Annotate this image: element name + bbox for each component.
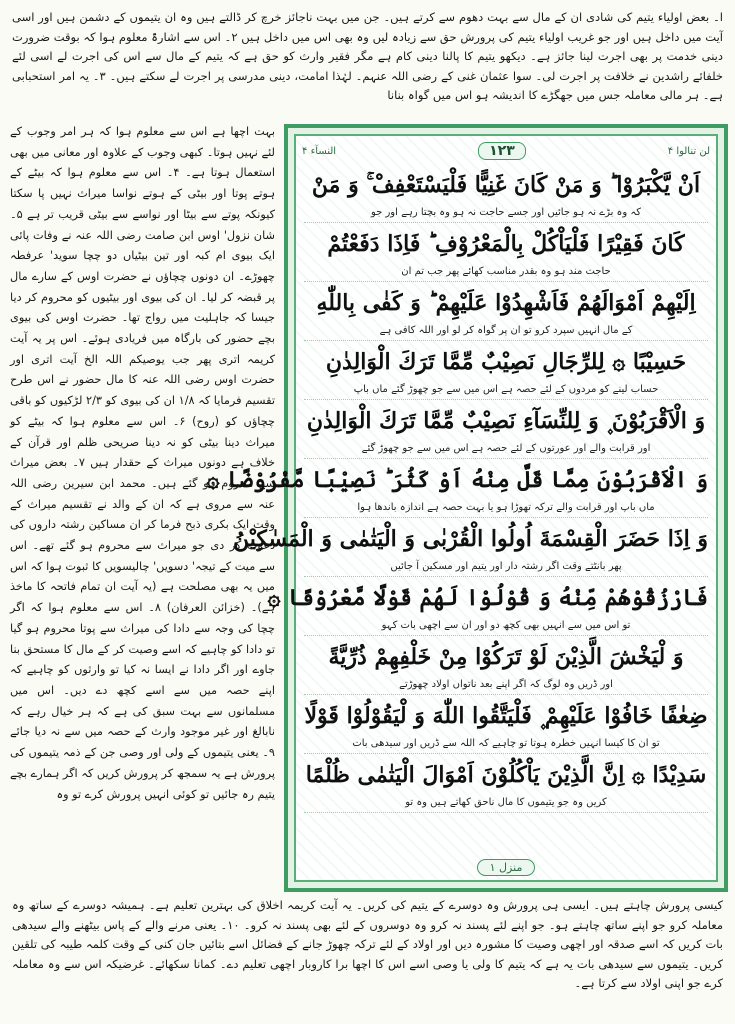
- verse-line: [206, 461, 708, 518]
- urdu-translation: کے مال انہیں سپرد کرو تو ان پر گواہ کر لو اور اللہ کافی ہے: [304, 322, 708, 341]
- arabic-verse: حَسِیْبًا ۞ لِلرِّجَالِ نَصِیْبٌ مِّمَّا تَرَكَ الْوَالِدٰنِ: [325, 349, 687, 375]
- verse-line: [304, 638, 708, 695]
- verse-line: [304, 166, 708, 223]
- urdu-translation: اور قرابت والے اور عورتوں کے لئے حصہ ہے اس میں سے جو چھوڑ گئے: [304, 440, 708, 459]
- manzil-label: منزل ۱: [477, 859, 536, 876]
- bottom-footnote-text: کیسی پرورش چاہتے ہیں۔ ایسی ہی پرورش وہ دوسرے کے یتیم کی کریں۔ یہ آیت کریمہ اخلاق کی بہترین تعلیم ہے۔ ہمیشہ دوسرے کے ساتھ وہ معاملہ کرو جو اپنے ساتھ چاہتے ہو۔ جو اپنے لئے پسند نہ کرو وہ دوسروں کے لئے بھی پسند نہ کرو۔ ۱۰۔ یعنی مرنے والے کے پاس بیٹھنے والے سیدھی بات کریں کہ اسے صدقہ اور اچھی وصیت کا مشورہ دیں اور اولاد کے لئے ترکہ چھوڑ جانے کے فضائل اسے بتائیں جان کنی کے وقت کلمہ طیبہ کی تلقین کریں۔ یتیموں سے سیدھی بات یہ ہے کہ یتیم کا ولی یا وصی اسے اس کا اچھا برا کاروبار اچھی تعلیم دے۔ کمانا سکھائے۔ غرضیکہ اس سے وہ معاملہ کرے جو اپنی اولاد سے کرتا ہے۔: [12, 898, 723, 991]
- arabic-verse: وَ الْاَقْرَبُوْنَ مِمَّا قَلَّ مِنْهُ اَوْ كَثُرَ ؕ نَصِیْبًا مَّفْرُوْضًا ۞: [206, 467, 708, 493]
- urdu-translation: تو اس میں سے انہیں بھی کچھ دو اور ان سے اچھی بات کہو: [304, 617, 708, 636]
- verse-line: [304, 756, 708, 813]
- quran-page-inner: [206, 134, 718, 882]
- top-footnote-block: [12, 8, 723, 126]
- urdu-translation: ماں باپ اور قرابت والے ترکہ تھوڑا ہو یا بہت حصہ ہے اندازہ باندھا ہوا: [304, 499, 708, 518]
- verse-line: [304, 225, 708, 282]
- verse-line: [304, 343, 708, 400]
- quran-page-frame: [206, 124, 728, 892]
- urdu-translation: حاجت مند ہو وہ بقدر مناسب کھائے پھر جب تم ان: [304, 263, 708, 282]
- arabic-verse: كَانَ فَقِیْرًا فَلْیَاْكُلْ بِالْمَعْرُوْفِ ؕ فَاِذَا دَفَعْتُمْ: [327, 231, 685, 257]
- commentary-text: بہت اچھا ہے اس سے معلوم ہوا کہ ہر امر وجوب کے لئے نہیں ہوتا۔ کبھی وجوب کے علاوہ اور معانی میں بھی استعمال ہوتا ہے۔ ۴۔ اس سے معلوم ہوا کہ بیٹے کے ہوتے پوتا اور بیٹی کے ہوتے نواسا میراث نہیں پا سکتا کیونکہ پوتے سے بیٹا اور نواسے سے بیٹی قریب تر ہے ۵۔ شان نزول' اوس ابن صامت رضی اللہ عنہ نے وفات پائی ایک بیوی ام کبہ اور تین بیٹیاں دو چچا سوید' عرفطہ چھوڑے۔ ان دونوں چچاؤں نے حضرت اوس کے سارے مال پر قبضہ کر لیا۔ ان کی بیوی اور بیٹیوں کو محروم کر دیا جیسا کہ جاہلیت میں رواج تھا۔ حضرت اوس کی بیوی بچے حضور کی بارگاہ میں فریادی ہوئے۔ اس پر یہ آیت کریمہ اتری پھر جب یوصیکم اللہ الخ آیت اتری اور حضرت اوس رضی اللہ عنہ کا مال حضور نے اس طرح تقسیم فرمایا کہ ۱/۸ ان کی بیوی کو ۲/۳ لڑکیوں کو باقی چچاؤں کو (روح) ۶۔ اس سے معلوم ہوا کہ بیٹے کو میراث دینا بیٹی کو نہ دینا صریحی ظلم اور قرآن کے خلاف ہے دونوں میراث کے حقدار ہیں ۷۔ بعض میراث سے محروم ہو گئے ہیں۔ محمد ابن سیرین رضی اللہ عنہ سے مروی ہے کہ ان کے والد نے تقسیم میراث کے وقت ایک بکری ذبح فرما کر ان مساکین رشتہ داروں کی دعوت کر دی جو میراث سے محروم ہو گئے تھے۔ اس سے میت کے تیجہ' دسویں' چالیسویں کا ثبوت ہوا کہ اس میں یہ بھی مصلحت ہے (یہ آیت ان تمام فاتحہ کا ماخذ ہے)۔ (خزائن العرفان) ۸۔ اس سے معلوم ہوا کہ اگر چچا کی وجہ سے دادا کی میراث سے پوتا محروم ہو گیا تو دادا کو چاہیے کہ اسے وصیت کر کے مال کا مستحق بنا جاوے اور اگر دادا نے ایسا نہ کیا تو وارثوں کو چاہیے کہ اپنے حصہ میں سے اسے کچھ دے دیں۔ اس میں مسلمانوں سے بہت سبق کی ہے کہ ہر خیال رہے کہ نابالغ اور غیر موجود وارث کے حصہ میں سے نہ دیا جائے ۹۔ یعنی یتیموں کے ولی اور وصی جن کے ذمہ یتیموں کی پرورش ہے یہ سمجھ کر پرورش کریں کہ اگر ہمارے بچے یتیم رہ جائیں تو کوئی انہیں پرورش کرے تو وہ: [10, 125, 275, 801]
- verse-lines: [206, 166, 708, 815]
- verse-line: [304, 284, 708, 341]
- urdu-translation: حساب لینے کو مردوں کے لئے حصہ ہے اس میں سے جو چھوڑ گئے ماں باپ: [304, 381, 708, 400]
- verse-line: [267, 579, 708, 636]
- arabic-verse: فَارْزُقُوْهُمْ مِّنْهُ وَ قُوْلُوْا لَهُمْ قَوْلًا مَّعْرُوْفًا ۞: [267, 585, 708, 611]
- arabic-verse: اَنْ یَّكْبَرُوْا ؕ وَ مَنْ كَانَ غَنِیًّا فَلْیَسْتَعْفِفْ ۚ وَ مَنْ: [311, 172, 701, 198]
- urdu-translation: اور ڈریں وہ لوگ کہ اگر اپنے بعد ناتواں اولاد چھوڑتے: [304, 676, 708, 695]
- bottom-footnote-block: [12, 896, 723, 1018]
- juz-label: لن تنالوا ۴: [667, 145, 710, 157]
- urdu-translation: تو ان کا کیسا انہیں خطرہ ہوتا تو چاہیے کہ اللہ سے ڈریں اور سیدھی بات: [304, 735, 708, 754]
- commentary-column: [10, 122, 275, 894]
- arabic-verse: ضِعٰفًا خَافُوْا عَلَیْهِمْ ۪ فَلْیَتَّقُوا اللّٰهَ وَ لْیَقُوْلُوْا قَوْلًا: [304, 703, 708, 729]
- urdu-translation: کہ وہ بڑے نہ ہو جائیں اور جسے حاجت نہ ہو وہ بچتا رہے اور جو: [304, 204, 708, 223]
- arabic-verse: وَ لْیَخْشَ الَّذِیْنَ لَوْ تَرَكُوْا مِنْ خَلْفِهِمْ ذُرِّیَّةً: [328, 644, 684, 670]
- arabic-verse: اِلَیْهِمْ اَمْوَالَهُمْ فَاَشْهِدُوْا عَلَیْهِمْ ؕ وَ كَفٰى بِاللّٰهِ: [316, 290, 696, 316]
- arabic-verse: وَ اِذَا حَضَرَ الْقِسْمَةَ اُولُوا الْقُرْبٰى وَ الْیَتٰمٰى وَ الْمَسٰكِیْنُ: [232, 526, 708, 552]
- urdu-translation: پھر بانٹتے وقت اگر رشتہ دار اور یتیم اور مسکین آ جائیں: [304, 558, 708, 577]
- arabic-verse: وَ الْاَقْرَبُوْنَ ۪ وَ لِلنِّسَآءِ نَصِیْبٌ مِّمَّا تَرَكَ الْوَالِدٰنِ: [306, 408, 706, 434]
- surah-label: النسآء ۴: [302, 145, 337, 157]
- page-number: ۱۲۳: [478, 142, 526, 160]
- verse-line: [304, 402, 708, 459]
- page-header: [302, 140, 710, 162]
- arabic-verse: سَدِیْدًا ۞ اِنَّ الَّذِیْنَ یَاْكُلُوْنَ اَمْوَالَ الْیَتٰمٰى ظُلْمًا: [305, 762, 707, 788]
- verse-line: [232, 520, 708, 577]
- verse-line: [304, 697, 708, 754]
- urdu-translation: کریں وہ جو یتیموں کا مال ناحق کھاتے ہیں وہ تو: [304, 794, 708, 813]
- top-footnote-text: ا۔ بعض اولیاء یتیم کی شادی ان کے مال سے بہت دھوم سے کرتے ہیں۔ جن میں بہت ناجائز خرچ کر ڈالتے ہیں وہ ان یتیموں کے دشمن ہیں اور اسی آیت میں داخل ہیں اور جو غریب اولیاء یتیم کی پرورش حق سے زیادہ لیں وہ بھی اس میں داخل ہیں ۲۔ اس سے اشارۃً معلوم ہوا کہ بوقت ضرورت دینی خدمت پر بھی اجرت لینا جائز ہے۔ دیکھو یتیم کا پالنا دینی کام ہے مگر فقیر وارث کو حق ہے کہ یتیم کے مال سے اس کی اجرت لے اسی لئے خلفائے راشدین نے خلافت پر اجرت لی۔ سوا عثمان غنی کے رضی اللہ عنہم۔ لہٰذا امامت، دینی مدرسی پر اجرت لے سکتے ہیں۔ ۳۔ یہ امر استحبابی ہے۔ ہر مالی معاملہ جس میں جھگڑے کا اندیشہ ہو اس میں گواہ بنانا: [12, 10, 723, 103]
- manzil-marker: [296, 861, 716, 874]
